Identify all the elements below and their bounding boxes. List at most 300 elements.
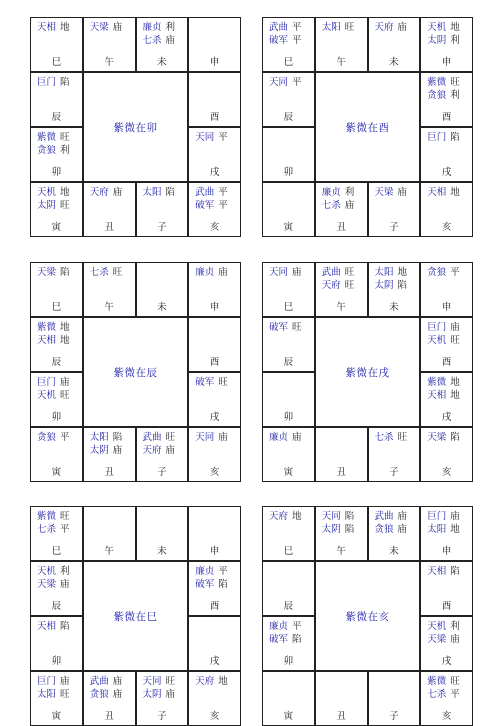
earthly-branch-label: 酉 [209, 357, 220, 368]
earthly-branch-label: 亥 [441, 711, 452, 722]
star-list [269, 431, 302, 444]
palace-cell [262, 506, 315, 561]
earthly-branch-label: 丑 [104, 467, 114, 478]
star-name: 天梁 [374, 187, 394, 198]
palace-chart [30, 262, 241, 482]
star-entry [37, 565, 70, 578]
star-name: 紫微 [37, 511, 57, 522]
star-entry [427, 510, 460, 523]
star-entry [37, 510, 70, 523]
earthly-branch-label: 午 [336, 57, 346, 68]
star-list [37, 321, 70, 347]
palace-cell [83, 182, 136, 237]
earthly-branch-label: 巳 [283, 302, 294, 313]
star-name: 武曲 [374, 511, 394, 522]
star-entry [427, 76, 460, 89]
chart-center [83, 561, 189, 671]
earthly-branch-label: 卯 [283, 412, 294, 423]
star-list [195, 186, 228, 212]
palace-cell [368, 427, 421, 482]
palace-cell [315, 182, 368, 237]
star-brightness: 平 [218, 200, 228, 211]
palace-cell [420, 561, 473, 616]
star-entry [427, 89, 460, 102]
earthly-branch-label: 卯 [283, 656, 294, 667]
star-brightness: 庙 [292, 267, 302, 278]
star-name: 七杀 [142, 35, 162, 46]
palace-cell [420, 182, 473, 237]
earthly-branch-label: 巳 [283, 57, 294, 68]
star-entry [37, 431, 70, 444]
star-brightness: 利 [450, 621, 460, 632]
star-name: 破军 [195, 377, 215, 388]
star-entry [143, 34, 176, 47]
star-brightness: 庙 [112, 187, 123, 198]
earthly-branch-label: 子 [157, 711, 167, 722]
star-brightness: 陷 [60, 267, 70, 278]
earthly-branch-label: 辰 [283, 112, 294, 123]
star-brightness: 地 [60, 322, 70, 333]
star-entry [195, 376, 228, 389]
star-list [427, 431, 460, 444]
star-list [427, 620, 460, 646]
star-brightness: 陷 [450, 132, 460, 143]
star-brightness: 庙 [112, 22, 123, 33]
star-name: 七杀 [321, 200, 341, 211]
palace-cell [420, 372, 473, 427]
star-name: 七杀 [427, 689, 447, 700]
palace-cell [315, 17, 368, 72]
palace-cell [262, 17, 315, 72]
star-brightness: 旺 [60, 132, 70, 143]
star-list [37, 565, 70, 591]
earthly-branch-label: 卯 [51, 167, 62, 178]
star-name: 贪狼 [374, 524, 394, 535]
star-name: 天府 [374, 22, 394, 33]
palace-cell [315, 262, 368, 317]
palace-cell [136, 671, 189, 726]
star-entry [90, 266, 123, 279]
star-list [427, 510, 460, 536]
star-entry [322, 266, 355, 279]
palace-cell [262, 317, 315, 372]
star-list [269, 21, 302, 47]
palace-chart [30, 17, 241, 237]
palace-cell [188, 182, 241, 237]
earthly-branch-label: 卯 [51, 656, 62, 667]
palace-cell [420, 127, 473, 182]
star-brightness: 陷 [218, 579, 228, 590]
earthly-branch-label: 丑 [104, 711, 114, 722]
star-name: 天梁 [37, 267, 57, 278]
star-entry [143, 688, 176, 701]
earthly-branch-label: 辰 [51, 357, 62, 368]
star-entry [37, 389, 70, 402]
earthly-branch-label: 戌 [441, 656, 452, 667]
star-name: 天相 [37, 22, 57, 33]
star-brightness: 庙 [344, 200, 355, 211]
star-brightness: 平 [292, 22, 302, 33]
star-entry [37, 334, 70, 347]
palace-cell [262, 427, 315, 482]
star-name: 廉贞 [195, 267, 215, 278]
star-brightness: 旺 [60, 200, 70, 211]
star-entry [427, 131, 460, 144]
star-entry [37, 266, 70, 279]
star-entry [37, 578, 70, 591]
star-name: 武曲 [195, 187, 215, 198]
palace-cell [262, 372, 315, 427]
earthly-branch-label: 子 [389, 222, 399, 233]
star-brightness: 庙 [112, 676, 123, 687]
palace-cell [420, 317, 473, 372]
palace-cell [188, 317, 241, 372]
star-brightness: 庙 [218, 267, 228, 278]
star-name: 天同 [269, 267, 289, 278]
star-list [375, 186, 408, 199]
star-brightness: 旺 [397, 432, 408, 443]
star-entry [322, 186, 355, 199]
star-name: 太阳 [427, 524, 447, 535]
palace-chart [262, 17, 473, 237]
star-entry [322, 199, 355, 212]
star-list [427, 321, 460, 347]
earthly-branch-label: 辰 [283, 601, 294, 612]
star-entry [195, 186, 228, 199]
star-brightness: 地 [450, 524, 460, 535]
star-name: 天府 [142, 445, 162, 456]
star-list [37, 266, 70, 279]
star-list [427, 376, 460, 402]
star-brightness: 陷 [165, 187, 176, 198]
palace-chart [262, 262, 473, 482]
star-name: 天府 [321, 280, 341, 291]
earthly-branch-label: 亥 [209, 711, 220, 722]
star-name: 廉贞 [195, 566, 215, 577]
palace-cell [420, 262, 473, 317]
chart-center [83, 72, 189, 182]
star-brightness: 平 [218, 132, 228, 143]
earthly-branch-label: 申 [441, 546, 452, 557]
palace-cell [315, 427, 368, 482]
earthly-branch-label: 辰 [51, 112, 62, 123]
palace-cell [30, 72, 83, 127]
star-name: 太阳 [374, 267, 394, 278]
star-entry [427, 21, 460, 34]
star-brightness: 庙 [397, 22, 408, 33]
palace-cell [420, 72, 473, 127]
star-brightness: 平 [292, 35, 302, 46]
star-brightness: 旺 [450, 77, 460, 88]
star-brightness: 庙 [60, 377, 70, 388]
chart-title: 紫微在戌 [345, 366, 390, 379]
star-brightness: 庙 [218, 432, 228, 443]
star-entry [195, 266, 228, 279]
star-entry [322, 523, 355, 536]
star-name: 天梁 [427, 432, 447, 443]
star-list [322, 21, 355, 34]
star-brightness: 旺 [60, 511, 70, 522]
palace-cell [136, 506, 189, 561]
star-name: 太阳 [321, 22, 341, 33]
palace-cell [188, 127, 241, 182]
earthly-branch-label: 申 [441, 302, 452, 313]
earthly-branch-label: 酉 [209, 112, 220, 123]
star-list [37, 76, 70, 89]
star-brightness: 旺 [344, 22, 355, 33]
star-name: 天府 [89, 187, 109, 198]
earthly-branch-label: 午 [104, 57, 114, 68]
palace-cell [83, 17, 136, 72]
earthly-branch-label: 子 [157, 222, 167, 233]
star-list [143, 186, 176, 199]
star-name: 太阴 [37, 200, 57, 211]
star-list [375, 431, 408, 444]
star-entry [37, 376, 70, 389]
star-brightness: 庙 [450, 322, 460, 333]
palace-cell [368, 671, 421, 726]
chart-title: 紫微在辰 [113, 366, 158, 379]
palace-cell [420, 427, 473, 482]
star-name: 巨门 [427, 511, 447, 522]
palace-cell [188, 427, 241, 482]
earthly-branch-label: 辰 [51, 601, 62, 612]
star-list [195, 266, 228, 279]
star-list [37, 376, 70, 402]
star-brightness: 地 [60, 22, 70, 33]
star-brightness: 地 [218, 676, 228, 687]
star-name: 天同 [269, 77, 289, 88]
star-name: 紫微 [37, 322, 57, 333]
star-name: 紫微 [37, 132, 57, 143]
star-list [143, 431, 176, 457]
star-list [427, 21, 460, 47]
star-name: 七杀 [374, 432, 394, 443]
star-list [427, 675, 460, 701]
chart-center [83, 317, 189, 427]
star-list [322, 186, 355, 212]
earthly-branch-label: 申 [209, 546, 220, 557]
star-name: 天相 [427, 187, 447, 198]
star-entry [195, 431, 228, 444]
palace-cell [368, 17, 421, 72]
palace-cell [368, 262, 421, 317]
star-brightness: 地 [60, 187, 70, 198]
star-name: 天府 [269, 511, 289, 522]
earthly-branch-label: 亥 [209, 467, 220, 478]
star-name: 天机 [427, 335, 447, 346]
star-entry [90, 186, 123, 199]
star-list [269, 266, 302, 279]
star-list [427, 565, 460, 578]
earthly-branch-label: 寅 [51, 711, 62, 722]
earthly-branch-label: 亥 [209, 222, 220, 233]
star-name: 天机 [37, 390, 57, 401]
star-entry [322, 21, 355, 34]
palace-cell [188, 262, 241, 317]
star-entry [143, 675, 176, 688]
star-brightness: 庙 [112, 689, 123, 700]
earthly-branch-label: 午 [104, 302, 114, 313]
star-list [37, 186, 70, 212]
star-entry [375, 186, 408, 199]
palace-cell [188, 561, 241, 616]
star-brightness: 旺 [60, 689, 70, 700]
star-brightness: 庙 [292, 432, 302, 443]
star-brightness: 庙 [60, 579, 70, 590]
palace-cell [30, 671, 83, 726]
star-list [322, 266, 355, 292]
star-entry [427, 688, 460, 701]
star-brightness: 庙 [397, 187, 408, 198]
star-brightness: 庙 [450, 511, 460, 522]
star-brightness: 利 [450, 35, 460, 46]
star-entry [427, 186, 460, 199]
chart-center [315, 317, 421, 427]
star-entry [37, 76, 70, 89]
star-brightness: 旺 [344, 280, 355, 291]
star-entry [427, 620, 460, 633]
star-brightness: 陷 [60, 77, 70, 88]
palace-cell [368, 506, 421, 561]
star-list [427, 266, 460, 279]
star-name: 天机 [37, 187, 57, 198]
palace-cell [420, 506, 473, 561]
star-entry [37, 131, 70, 144]
star-entry [269, 321, 302, 334]
chart-title: 紫微在亥 [345, 610, 390, 623]
earthly-branch-label: 巳 [51, 546, 62, 557]
earthly-branch-label: 戌 [209, 412, 220, 423]
star-name: 破军 [269, 322, 289, 333]
star-brightness: 庙 [60, 676, 70, 687]
star-entry [37, 675, 70, 688]
star-name: 破军 [269, 634, 289, 645]
palace-cell [83, 427, 136, 482]
star-name: 贪狼 [37, 432, 57, 443]
star-brightness: 利 [60, 145, 70, 156]
star-entry [269, 21, 302, 34]
star-list [37, 131, 70, 157]
star-brightness: 地 [450, 377, 460, 388]
palace-cell [262, 262, 315, 317]
earthly-branch-label: 酉 [209, 601, 220, 612]
star-name: 巨门 [37, 77, 57, 88]
star-entry [37, 186, 70, 199]
star-name: 天同 [142, 676, 162, 687]
earthly-branch-label: 午 [104, 546, 114, 557]
star-entry [143, 186, 176, 199]
star-brightness: 旺 [112, 267, 123, 278]
star-brightness: 庙 [450, 634, 460, 645]
earthly-branch-label: 申 [209, 302, 220, 313]
star-brightness: 平 [218, 566, 228, 577]
palace-cell [188, 372, 241, 427]
star-name: 天梁 [37, 579, 57, 590]
star-entry [427, 675, 460, 688]
palace-cell [30, 317, 83, 372]
star-entry [143, 444, 176, 457]
earthly-branch-label: 寅 [283, 222, 294, 233]
palace-cell [262, 671, 315, 726]
star-entry [427, 431, 460, 444]
earthly-branch-label: 戌 [209, 656, 220, 667]
star-entry [90, 675, 123, 688]
star-list [269, 76, 302, 89]
star-entry [269, 266, 302, 279]
chart-center [315, 561, 421, 671]
star-entry [143, 431, 176, 444]
star-brightness: 陷 [292, 634, 302, 645]
star-entry [269, 510, 302, 523]
palace-chart [30, 506, 241, 726]
star-entry [322, 510, 355, 523]
star-entry [269, 34, 302, 47]
star-name: 太阴 [142, 689, 162, 700]
palace-cell [262, 561, 315, 616]
palace-cell [315, 671, 368, 726]
star-entry [269, 620, 302, 633]
star-name: 天相 [37, 335, 57, 346]
star-list [269, 321, 302, 334]
star-name: 天同 [195, 132, 215, 143]
star-name: 七杀 [37, 524, 57, 535]
star-brightness: 平 [60, 524, 70, 535]
star-entry [375, 510, 408, 523]
star-brightness: 平 [218, 187, 228, 198]
star-brightness: 地 [450, 187, 460, 198]
palace-cell [83, 506, 136, 561]
star-name: 武曲 [321, 267, 341, 278]
star-name: 破军 [195, 579, 215, 590]
star-entry [427, 266, 460, 279]
star-entry [195, 131, 228, 144]
star-name: 廉贞 [269, 432, 289, 443]
palace-cell [30, 127, 83, 182]
star-entry [143, 21, 176, 34]
palace-cell [420, 17, 473, 72]
star-entry [375, 523, 408, 536]
star-name: 太阳 [89, 432, 109, 443]
earthly-branch-label: 戌 [209, 167, 220, 178]
star-brightness: 地 [450, 390, 460, 401]
star-name: 廉贞 [321, 187, 341, 198]
earthly-branch-label: 卯 [51, 412, 62, 423]
star-list [322, 510, 355, 536]
earthly-branch-label: 未 [389, 57, 399, 68]
star-brightness: 旺 [450, 335, 460, 346]
star-name: 廉贞 [142, 22, 162, 33]
star-entry [195, 675, 228, 688]
star-brightness: 利 [60, 566, 70, 577]
star-brightness: 陷 [112, 432, 123, 443]
palace-cell [368, 182, 421, 237]
palace-cell [136, 17, 189, 72]
star-name: 天机 [427, 621, 447, 632]
star-brightness: 平 [292, 77, 302, 88]
chart-title: 紫微在卯 [113, 121, 158, 134]
star-list [90, 675, 123, 701]
earthly-branch-label: 酉 [441, 112, 452, 123]
star-name: 天梁 [89, 22, 109, 33]
earthly-branch-label: 午 [336, 302, 346, 313]
star-entry [37, 144, 70, 157]
earthly-branch-label: 未 [157, 546, 167, 557]
star-name: 巨门 [37, 676, 57, 687]
star-brightness: 利 [450, 90, 460, 101]
palace-cell [188, 671, 241, 726]
palace-cell [30, 182, 83, 237]
